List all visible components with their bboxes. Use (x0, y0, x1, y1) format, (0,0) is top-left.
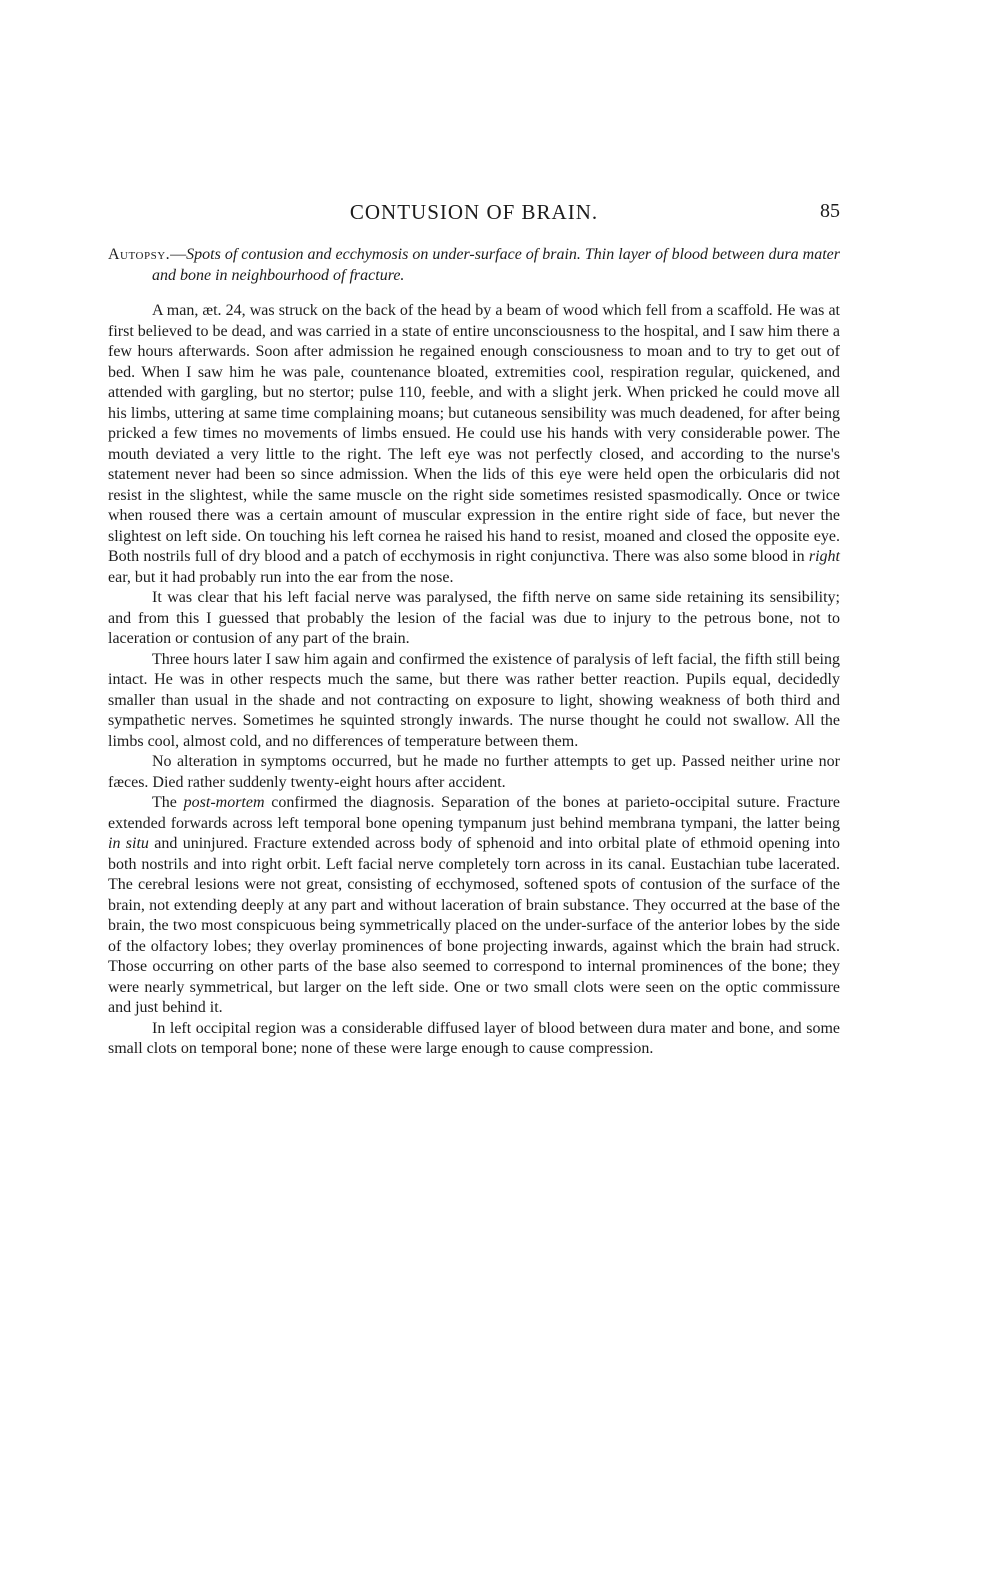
paragraph-case-history (108, 301, 840, 588)
paragraph-text: In left occipital region was a considerable diffused layer of blood between dura mater and bone, and some small clots on temporal bone; none of these were large enough to cause compression. (108, 1019, 840, 1057)
paragraph-diagnosis (108, 588, 840, 650)
paragraph-text: No alteration in symptoms occurred, but he made no further attempts to get up. Passed neither urine nor fæces. Died rather suddenly twenty-eight hours after accident. (108, 753, 840, 791)
paragraph-three-hours-later (108, 650, 840, 753)
italic-term-2: in situ (108, 835, 149, 852)
paragraph-text: A man, æt. 24, was struck on the back of the head by a beam of wood which fell from a scaffold. He was at first believed to be dead, and was carried in a state of entire unconsciousness to the hospital, and I saw him there a few hours afterwards. Soon after admission he regained enough consciousness to moan and to try to get out of bed. When I saw him he was pale, countenance bloated, extremities cool, respiration regular, quickened, and attended with gargling, but no stertor; pulse 110, feeble, and with a slight jerk. When pricked he could move all his limbs, uttering at same time complaining moans; but cutaneous sensibility was much deadened, for after being pricked a few times no movements of limbs ensued. He could use his hands with very considerable power. The mouth deviated a very little to the right. The left eye was not perfectly closed, and according to the nurse's statement never had been so since admission. When the lids of this eye were held open the orbicularis did not resist in the slightest, while the same muscle on the right side sometimes resisted spasmodically. Once or twice when roused there was a certain amount of muscular expression in the entire right side of face, but never the slightest on left side. On touching his left cornea he raised his hand to resist, moaned and closed the opposite eye. Both nostrils full of dry blood and a patch of ecchymosis in right conjunctiva. There was also some blood in (108, 302, 840, 565)
paragraph-text: Three hours later I saw him again and confirmed the existence of paralysis of left facial, the fifth still being intact. He was in other respects much the same, but there was rather better reaction. Pupils equal, decidedly smaller than usual in the shade and not contracting on exposure to light, showing weakness of both third and sympathetic nerves. Sometimes he squinted strongly inwards. The nurse thought he could not swallow. All the limbs cool, almost cold, and no differences of temperature between them. (108, 650, 840, 750)
autopsy-label: Autopsy. (108, 246, 171, 263)
paragraph-lead: The (152, 794, 184, 811)
paragraph-text: confirmed the diagnosis. Separation of the bones at parieto-occipital suture. Fracture extended forwards across left temporal bone opening tympanum just behind membrana tympani, the latter being (108, 794, 841, 832)
autopsy-summary (108, 244, 840, 286)
paragraph-text-end: ear, but it had probably run into the ear from the nose. (108, 568, 454, 586)
italic-term: post-mortem (183, 794, 265, 811)
paragraph-occipital (108, 1019, 840, 1060)
document-page (108, 196, 840, 1060)
autopsy-dash: — (170, 246, 187, 263)
paragraph-post-mortem (108, 793, 840, 1019)
page-number: 85 (820, 200, 840, 222)
autopsy-text: Spots of contusion and ecchymosis on under-surface of brain. Thin layer of blood between dura mater and bone in neighbourhood of fracture. (152, 246, 840, 284)
running-title: CONTUSION OF BRAIN. (349, 200, 599, 224)
running-head (108, 196, 840, 226)
paragraph-text-end: and uninjured. Fracture extended across body of sphenoid and into orbital plate of ethmoid opening into both nostrils and into right orbit. Left facial nerve completely torn across in its canal. Eustachian tube lacerated. The cerebral lesions were not great, consisting of ecchymosed, softened spots of contusion of the surface of the brain, not extending deeply at any part and without laceration of brain substance. They occurred at the base of the brain, the two most conspicuous being symmetrically placed on the under-surface of the anterior lobes by the side of the olfactory lobes; they overlay prominences of bone projecting inwards, against which the brain had struck. Those occurring on other parts of the base also seemed to correspond to internal prominences of the bone; they were nearly symmetrical, but larger on the left side. One or two small clots were seen on the optic commissure and just behind it. (108, 835, 840, 1016)
paragraph-text: It was clear that his left facial nerve was paralysed, the fifth nerve on same side retaining its sensibility; and from this I guessed that probably the lesion of the facial was due to injury to the petrous bone, not to laceration or contusion of any part of the brain. (108, 589, 840, 647)
paragraph-death (108, 752, 840, 793)
italic-word: right (808, 548, 840, 565)
